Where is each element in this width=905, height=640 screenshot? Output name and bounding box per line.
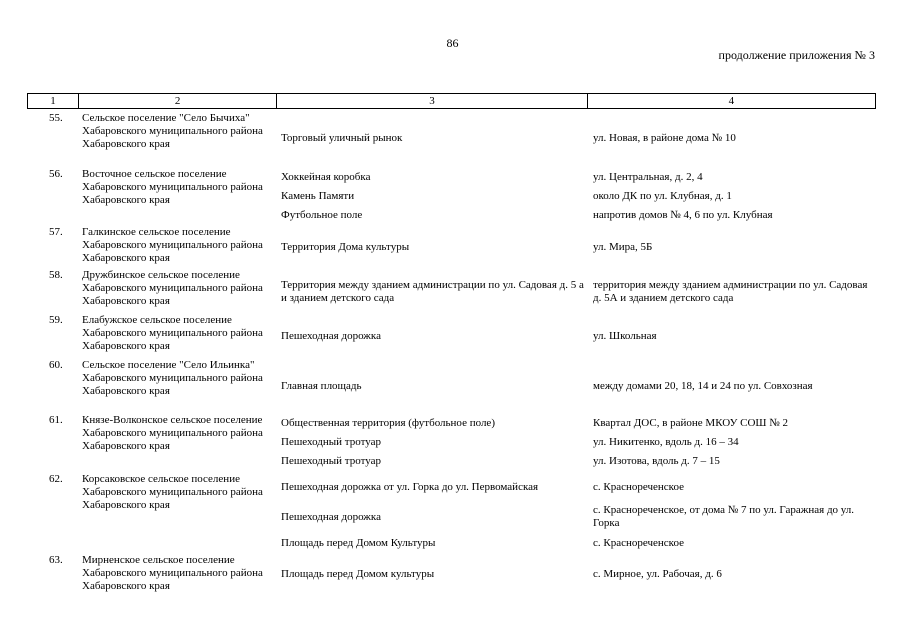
settlement-name: Мирненское сельское поселение Хабаровского муниципального района Хабаровского края [82, 554, 263, 592]
page-number: 86 [446, 36, 459, 50]
settlement-name: Восточное сельское поселение Хабаровского муниципального района Хабаровского края [82, 168, 263, 206]
object-address: территория между зданием администрации по ул. Садовая д. 5А и зданием детского сада [593, 278, 868, 304]
object-name: Камень Памяти [281, 190, 355, 202]
table-row [27, 112, 876, 165]
table-row [27, 168, 876, 226]
settlement-name: Елабужское сельское поселение Хабаровского муниципального района Хабаровского края [82, 314, 263, 352]
object-address: ул. Мира, 5Б [593, 241, 653, 253]
header-col-3: 3 [276, 94, 586, 108]
object-name: Площадь перед Домом Культуры [281, 536, 436, 549]
object-address: с. Краснореченское, от дома № 7 по ул. Гаражная до ул. Горка [593, 504, 855, 529]
object-address: около ДК по ул. Клубная, д. 1 [593, 190, 732, 202]
object-name: Пешеходная дорожка от ул. Горка до ул. Первомайская [281, 480, 539, 493]
header-col-1: 1 [50, 95, 56, 107]
object-address: с. Краснореченское [593, 536, 684, 549]
object-name: Площадь перед Домом культуры [281, 567, 435, 580]
object-name: Пешеходный тротуар [281, 455, 382, 467]
row-number: 62. [49, 473, 63, 485]
object-name: Пешеходная дорожка [281, 330, 381, 342]
object-name: Торговый уличный рынок [281, 132, 403, 144]
object-name: Общественная территория (футбольное поле) [281, 417, 495, 429]
object-address: ул. Новая, в районе дома № 10 [593, 132, 736, 144]
object-name: Главная площадь [281, 379, 362, 392]
object-address: с. Краснореченское [593, 480, 684, 493]
settlement-name: Корсаковское сельское поселение Хабаровского муниципального района Хабаровского края [82, 473, 263, 511]
object-address: ул. Школьная [593, 330, 657, 342]
object-name: Территория Дома культуры [281, 241, 410, 253]
table-row [27, 226, 876, 269]
header-col-4: 4 [587, 94, 875, 108]
object-address: напротив домов № 4, 6 по ул. Клубная [593, 209, 773, 221]
appendix-continuation: продолжение приложения № 3 [718, 48, 875, 62]
object-address: с. Мирное, ул. Рабочая, д. 6 [593, 567, 722, 580]
table-header [27, 93, 876, 109]
row-number: 61. [49, 414, 63, 426]
row-number: 63. [49, 554, 63, 566]
table-row [27, 473, 876, 553]
row-number: 59. [49, 314, 63, 326]
settlement-name: Дружбинское сельское поселение Хабаровского муниципального района Хабаровского края [82, 269, 263, 307]
table-row [27, 359, 876, 413]
table-row [27, 269, 876, 314]
settlement-name: Сельское поселение "Село Бычиха" Хабаровского муниципального района Хабаровского края [82, 112, 263, 150]
row-number: 57. [49, 226, 63, 238]
object-address: Квартал ДОС, в районе МКОУ СОШ № 2 [593, 417, 789, 429]
header-col-2: 2 [78, 94, 277, 108]
settlement-name: Сельское поселение "Село Ильинка" Хабаровского муниципального района Хабаровского края [82, 359, 263, 397]
object-address: ул. Никитенко, вдоль д. 16 – 34 [593, 436, 739, 448]
object-address: ул. Центральная, д. 2, 4 [593, 171, 703, 183]
row-number: 56. [49, 168, 63, 180]
settlement-name: Галкинское сельское поселение Хабаровского муниципального района Хабаровского края [82, 226, 263, 264]
table-row [27, 554, 876, 594]
table-row [27, 314, 876, 359]
row-number: 58. [49, 269, 63, 281]
object-name: Футбольное поле [281, 209, 363, 221]
object-address: между домами 20, 18, 14 и 24 по ул. Совхозная [593, 379, 813, 392]
object-name: Хоккейная коробка [281, 171, 371, 183]
table-body [27, 109, 876, 592]
object-name: Пешеходная дорожка [281, 510, 381, 523]
object-name: Территория между зданием администрации по ул. Садовая д. 5 а и зданием детского сада [281, 278, 584, 304]
object-name: Пешеходный тротуар [281, 436, 382, 448]
settlement-name: Князе-Волконское сельское поселение Хабаровского муниципального района Хабаровского края [82, 414, 263, 452]
row-number: 60. [49, 359, 63, 371]
object-address: ул. Изотова, вдоль д. 7 – 15 [593, 455, 720, 467]
table-row [27, 414, 876, 471]
row-number: 55. [49, 112, 63, 124]
